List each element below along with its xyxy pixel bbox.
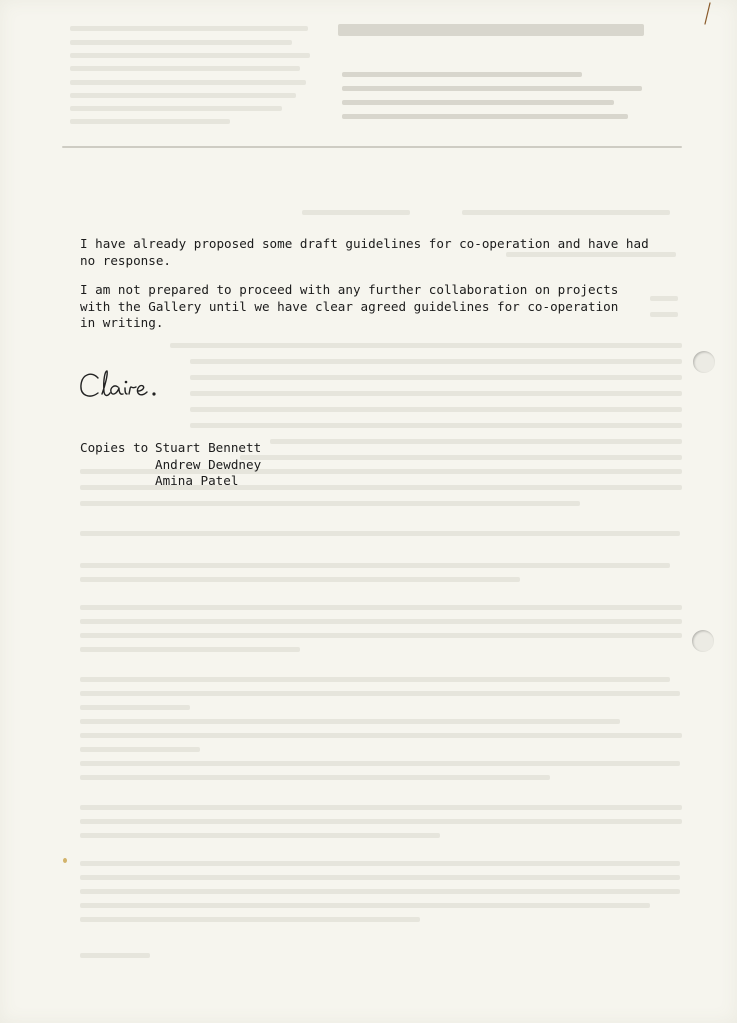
copies-label: Copies to xyxy=(80,440,149,455)
copies-row-3 xyxy=(80,473,261,490)
punch-hole-bottom xyxy=(692,630,714,652)
paragraph-draft-guidelines: I have already proposed some draft guidelines for co-operation and have had no response. xyxy=(80,236,649,268)
punch-hole-top xyxy=(693,351,715,373)
copy-recipient: Amina Patel xyxy=(155,473,239,488)
pencil-tick-mark xyxy=(700,2,714,26)
ink-dot-mark xyxy=(63,858,67,863)
copies-indent xyxy=(80,457,155,474)
paragraph-no-further-collaboration: I am not prepared to proceed with any further collaboration on projects with the Gallery until we have clear agreed guidelines for co-operation in writing. xyxy=(80,282,619,330)
copies-row-1 xyxy=(80,440,261,457)
copy-recipient: Andrew Dewdney xyxy=(155,456,262,472)
copies-indent xyxy=(80,473,155,490)
copies-list xyxy=(80,440,261,490)
copies-row-2 xyxy=(80,457,261,474)
copy-recipient: Stuart Bennett xyxy=(155,440,262,455)
handwritten-signature xyxy=(78,366,188,406)
